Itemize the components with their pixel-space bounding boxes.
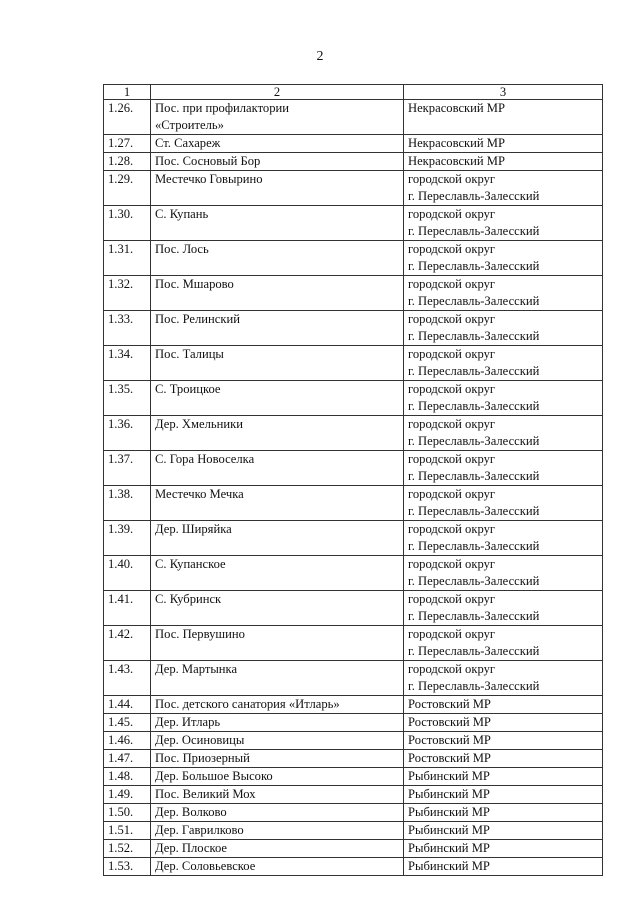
settlement-name-line: С. Купань	[155, 207, 209, 221]
district-name-line: г. Переславль-Залесский	[408, 539, 540, 553]
district-name	[404, 714, 603, 732]
table-row	[104, 786, 603, 804]
table-row	[104, 100, 603, 135]
row-number: 1.33.	[104, 311, 151, 346]
district-name-line: г. Переславль-Залесский	[408, 329, 540, 343]
district-name-line: Некрасовский МР	[408, 101, 505, 115]
table-body	[104, 100, 603, 876]
district-name-line: городской округ	[408, 347, 496, 361]
district-name-line: Ростовский МР	[408, 751, 491, 765]
district-name	[404, 626, 603, 661]
district-name-line: г. Переславль-Залесский	[408, 644, 540, 658]
column-header-number: 1	[104, 85, 151, 100]
settlement-name-line: С. Гора Новоселка	[155, 452, 255, 466]
row-number: 1.40.	[104, 556, 151, 591]
district-name-line: Ростовский МР	[408, 697, 491, 711]
row-number: 1.29.	[104, 171, 151, 206]
district-name-line: г. Переславль-Залесский	[408, 259, 540, 273]
settlement-name-line: Пос. Релинский	[155, 312, 240, 326]
settlement-name-line: Дер. Гаврилково	[155, 823, 244, 837]
district-name-line: городской округ	[408, 522, 496, 536]
row-number: 1.46.	[104, 732, 151, 750]
settlement-name-line: Пос. Первушино	[155, 627, 245, 641]
table-row	[104, 276, 603, 311]
district-name-line: Рыбинский МР	[408, 769, 490, 783]
table-row	[104, 171, 603, 206]
row-number: 1.35.	[104, 381, 151, 416]
settlement-name	[151, 276, 404, 311]
settlement-name	[151, 100, 404, 135]
district-name-line: городской округ	[408, 417, 496, 431]
table-row	[104, 626, 603, 661]
row-number: 1.43.	[104, 661, 151, 696]
settlement-name	[151, 416, 404, 451]
table-row	[104, 311, 603, 346]
district-name	[404, 451, 603, 486]
row-number: 1.49.	[104, 786, 151, 804]
row-number: 1.30.	[104, 206, 151, 241]
table-row	[104, 768, 603, 786]
table-row	[104, 241, 603, 276]
district-name-line: г. Переславль-Залесский	[408, 434, 540, 448]
row-number: 1.37.	[104, 451, 151, 486]
table-row	[104, 556, 603, 591]
district-name	[404, 804, 603, 822]
row-number: 1.34.	[104, 346, 151, 381]
settlement-name	[151, 135, 404, 153]
district-name-line: Некрасовский МР	[408, 154, 505, 168]
column-header-settlement: 2	[151, 85, 404, 100]
settlement-name-line: Местечко Мечка	[155, 487, 244, 501]
district-name-line: городской округ	[408, 207, 496, 221]
table-header	[104, 85, 603, 100]
district-name	[404, 591, 603, 626]
row-number: 1.48.	[104, 768, 151, 786]
table-row	[104, 416, 603, 451]
district-name-line: г. Переславль-Залесский	[408, 364, 540, 378]
district-name-line: Рыбинский МР	[408, 787, 490, 801]
table-row	[104, 381, 603, 416]
district-name-line: г. Переславль-Залесский	[408, 469, 540, 483]
table-row	[104, 822, 603, 840]
settlement-name	[151, 311, 404, 346]
district-name	[404, 100, 603, 135]
district-name	[404, 241, 603, 276]
district-name-line: г. Переславль-Залесский	[408, 609, 540, 623]
page-number: 2	[316, 49, 324, 64]
table-row	[104, 661, 603, 696]
settlement-name	[151, 858, 404, 876]
settlement-name	[151, 840, 404, 858]
row-number: 1.50.	[104, 804, 151, 822]
district-name	[404, 750, 603, 768]
row-number: 1.42.	[104, 626, 151, 661]
settlement-name-line: Дер. Осиновицы	[155, 733, 245, 747]
settlement-name	[151, 486, 404, 521]
settlement-name-line: Дер. Итларь	[155, 715, 221, 729]
row-number: 1.41.	[104, 591, 151, 626]
district-name-line: Некрасовский МР	[408, 136, 505, 150]
table-row	[104, 451, 603, 486]
settlement-name	[151, 346, 404, 381]
settlement-name-line: Пос. Мшарово	[155, 277, 234, 291]
settlement-name-line: Дер. Волково	[155, 805, 227, 819]
table-row	[104, 696, 603, 714]
district-name	[404, 135, 603, 153]
district-name-line: Ростовский МР	[408, 733, 491, 747]
district-name	[404, 661, 603, 696]
row-number: 1.32.	[104, 276, 151, 311]
settlement-name	[151, 786, 404, 804]
row-number: 1.28.	[104, 153, 151, 171]
settlement-name-line: Пос. Талицы	[155, 347, 224, 361]
row-number: 1.53.	[104, 858, 151, 876]
settlement-name	[151, 521, 404, 556]
table-row	[104, 521, 603, 556]
settlement-name-line: Пос. при профилактории	[155, 101, 289, 115]
district-name	[404, 346, 603, 381]
district-name-line: г. Переславль-Залесский	[408, 294, 540, 308]
district-name-line: городской округ	[408, 452, 496, 466]
district-name-line: г. Переславль-Залесский	[408, 679, 540, 693]
district-name	[404, 768, 603, 786]
row-number: 1.51.	[104, 822, 151, 840]
district-name-line: г. Переславль-Залесский	[408, 399, 540, 413]
table-row	[104, 732, 603, 750]
settlement-name	[151, 381, 404, 416]
district-name	[404, 822, 603, 840]
row-number: 1.44.	[104, 696, 151, 714]
settlement-name	[151, 206, 404, 241]
district-name	[404, 696, 603, 714]
table-row	[104, 153, 603, 171]
settlement-name-line: С. Кубринск	[155, 592, 222, 606]
settlement-name	[151, 732, 404, 750]
district-name-line: Рыбинский МР	[408, 823, 490, 837]
settlement-name	[151, 804, 404, 822]
settlement-name	[151, 451, 404, 486]
table-row	[104, 346, 603, 381]
settlement-name	[151, 696, 404, 714]
district-name	[404, 381, 603, 416]
settlement-name-line: Пос. Лось	[155, 242, 209, 256]
table-row	[104, 591, 603, 626]
district-name	[404, 171, 603, 206]
row-number: 1.47.	[104, 750, 151, 768]
row-number: 1.38.	[104, 486, 151, 521]
district-name-line: г. Переславль-Залесский	[408, 574, 540, 588]
settlement-name-line: Местечко Говырино	[155, 172, 263, 186]
settlement-name-line: Дер. Плоское	[155, 841, 228, 855]
settlement-name	[151, 714, 404, 732]
settlements-table	[103, 84, 603, 876]
settlement-name	[151, 768, 404, 786]
district-name-line: городской округ	[408, 662, 496, 676]
district-name	[404, 840, 603, 858]
settlement-name-line: Дер. Мартынка	[155, 662, 238, 676]
settlement-name	[151, 171, 404, 206]
settlement-name-line: Пос. Приозерный	[155, 751, 250, 765]
district-name-line: г. Переславль-Залесский	[408, 189, 540, 203]
settlement-name-line: Дер. Ширяйка	[155, 522, 232, 536]
table-row	[104, 714, 603, 732]
settlement-name-line: С. Купанское	[155, 557, 226, 571]
table-row	[104, 804, 603, 822]
district-name	[404, 786, 603, 804]
district-name-line: городской округ	[408, 312, 496, 326]
district-name	[404, 858, 603, 876]
column-header-district: 3	[404, 85, 603, 100]
table-row	[104, 840, 603, 858]
row-number: 1.45.	[104, 714, 151, 732]
district-name-line: городской округ	[408, 592, 496, 606]
district-name-line: городской округ	[408, 487, 496, 501]
district-name	[404, 416, 603, 451]
district-name	[404, 206, 603, 241]
settlement-name-line: С. Троицкое	[155, 382, 221, 396]
district-name-line: городской округ	[408, 242, 496, 256]
settlement-name	[151, 556, 404, 591]
district-name-line: городской округ	[408, 627, 496, 641]
table-row	[104, 858, 603, 876]
district-name	[404, 276, 603, 311]
settlement-name	[151, 153, 404, 171]
settlement-name-line: Ст. Сахареж	[155, 136, 221, 150]
settlement-name-line: Пос. Великий Мох	[155, 787, 256, 801]
district-name-line: Рыбинский МР	[408, 805, 490, 819]
district-name	[404, 732, 603, 750]
district-name-line: Ростовский МР	[408, 715, 491, 729]
settlement-name-line: Дер. Хмельники	[155, 417, 243, 431]
settlement-name	[151, 591, 404, 626]
row-number: 1.26.	[104, 100, 151, 135]
settlement-name-line: Пос. Сосновый Бор	[155, 154, 261, 168]
row-number: 1.39.	[104, 521, 151, 556]
settlement-name	[151, 750, 404, 768]
settlement-name	[151, 241, 404, 276]
district-name-line: городской округ	[408, 382, 496, 396]
table-row	[104, 206, 603, 241]
row-number: 1.52.	[104, 840, 151, 858]
district-name	[404, 153, 603, 171]
district-name	[404, 556, 603, 591]
district-name-line: г. Переславль-Залесский	[408, 504, 540, 518]
row-number: 1.31.	[104, 241, 151, 276]
district-name	[404, 521, 603, 556]
settlement-name-line: «Строитель»	[155, 118, 224, 132]
row-number: 1.27.	[104, 135, 151, 153]
table-row	[104, 135, 603, 153]
settlement-name	[151, 626, 404, 661]
settlement-name-line: Дер. Большое Высоко	[155, 769, 273, 783]
district-name	[404, 486, 603, 521]
settlement-name	[151, 661, 404, 696]
header-row	[104, 85, 603, 100]
table-row	[104, 750, 603, 768]
district-name-line: г. Переславль-Залесский	[408, 224, 540, 238]
row-number: 1.36.	[104, 416, 151, 451]
district-name-line: Рыбинский МР	[408, 841, 490, 855]
settlement-name-line: Пос. детского санатория «Итларь»	[155, 697, 340, 711]
settlement-name	[151, 822, 404, 840]
settlement-name-line: Дер. Соловьевское	[155, 859, 256, 873]
district-name-line: городской округ	[408, 557, 496, 571]
table-row	[104, 486, 603, 521]
district-name-line: городской округ	[408, 277, 496, 291]
district-name	[404, 311, 603, 346]
district-name-line: городской округ	[408, 172, 496, 186]
district-name-line: Рыбинский МР	[408, 859, 490, 873]
